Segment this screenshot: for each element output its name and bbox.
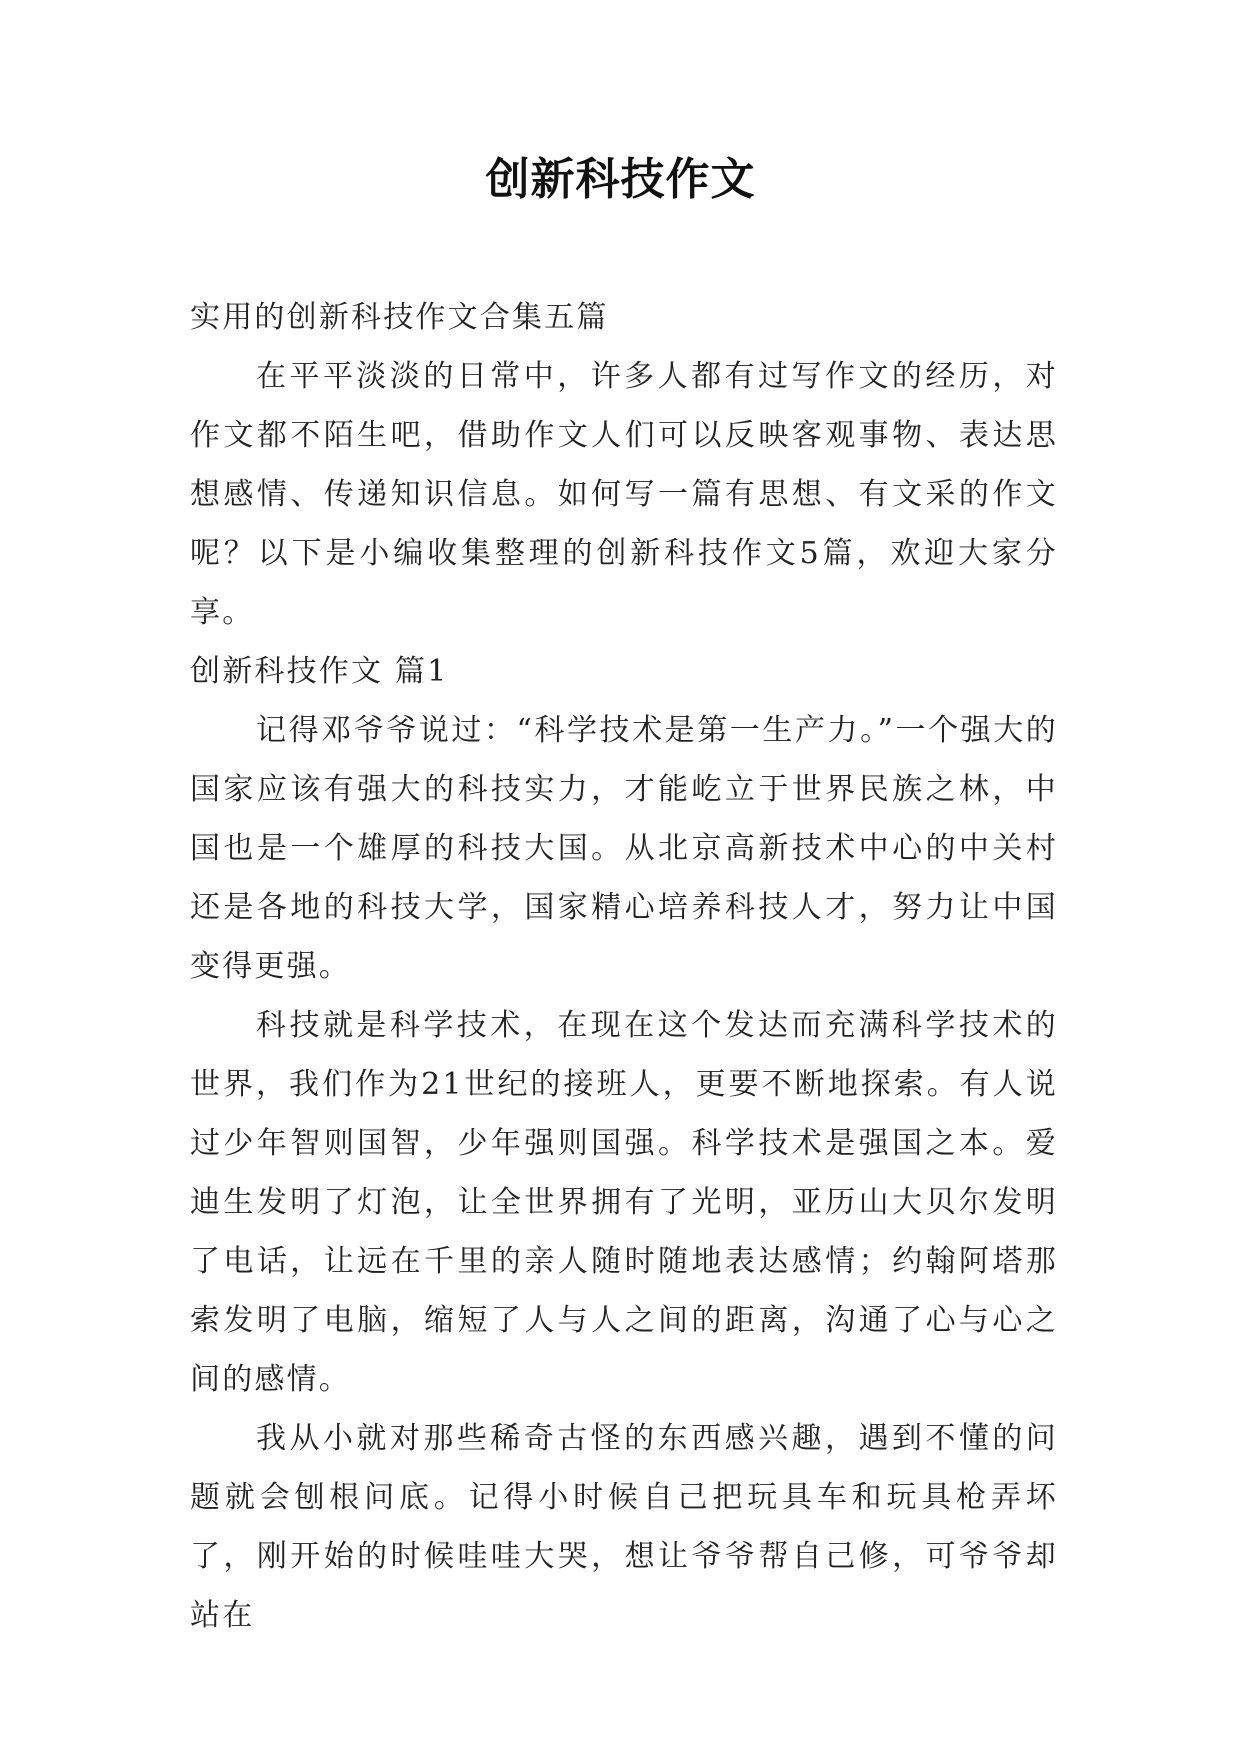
intro-paragraph: 在平平淡淡的日常中，许多人都有过写作文的经历，对作文都不陌生吧，借助作文人们可以反映客观事物、表达思想感情、传递知识信息。如何写一篇有思想、有文采的作文呢？以下是小编收集整理的创新科技作文5篇，欢迎大家分享。 xyxy=(190,359,1058,630)
collection-heading: 实用的创新科技作文合集五篇 xyxy=(190,300,609,335)
essay-paragraph: 我从小就对那些稀奇古怪的东西感兴趣，遇到不懂的问题就会刨根问底。记得小时候自己把玩具车和玩具枪弄坏了，刚开始的时候哇哇大哭，想让爷爷帮自己修，可爷爷却站在 xyxy=(190,1421,1058,1633)
essay-paragraph: 科技就是科学技术，在现在这个发达而充满科学技术的世界，我们作为21世纪的接班人，更要不断地探索。有人说过少年智则国智，少年强则国强。科学技术是强国之本。爱迪生发明了灯泡，让全世界拥有了光明，亚历山大贝尔发明了电话，让远在千里的亲人随时随地表达感情；约翰阿塔那索发明了电脑，缩短了人与人之间的距离，沟通了心与心之间的感情。 xyxy=(190,1008,1058,1397)
essay-paragraph: 记得邓爷爷说过：“科学技术是第一生产力。”一个强大的国家应该有强大的科技实力，才能屹立于世界民族之林，中国也是一个雄厚的科技大国。从北京高新技术中心的中关村还是各地的科技大学，国家精心培养科技人才，努力让中国变得更强。 xyxy=(190,713,1058,984)
document-title: 创新科技作文 xyxy=(485,154,756,205)
document-body xyxy=(190,288,1058,1645)
essay-1-heading: 创新科技作文 篇1 xyxy=(190,654,449,689)
